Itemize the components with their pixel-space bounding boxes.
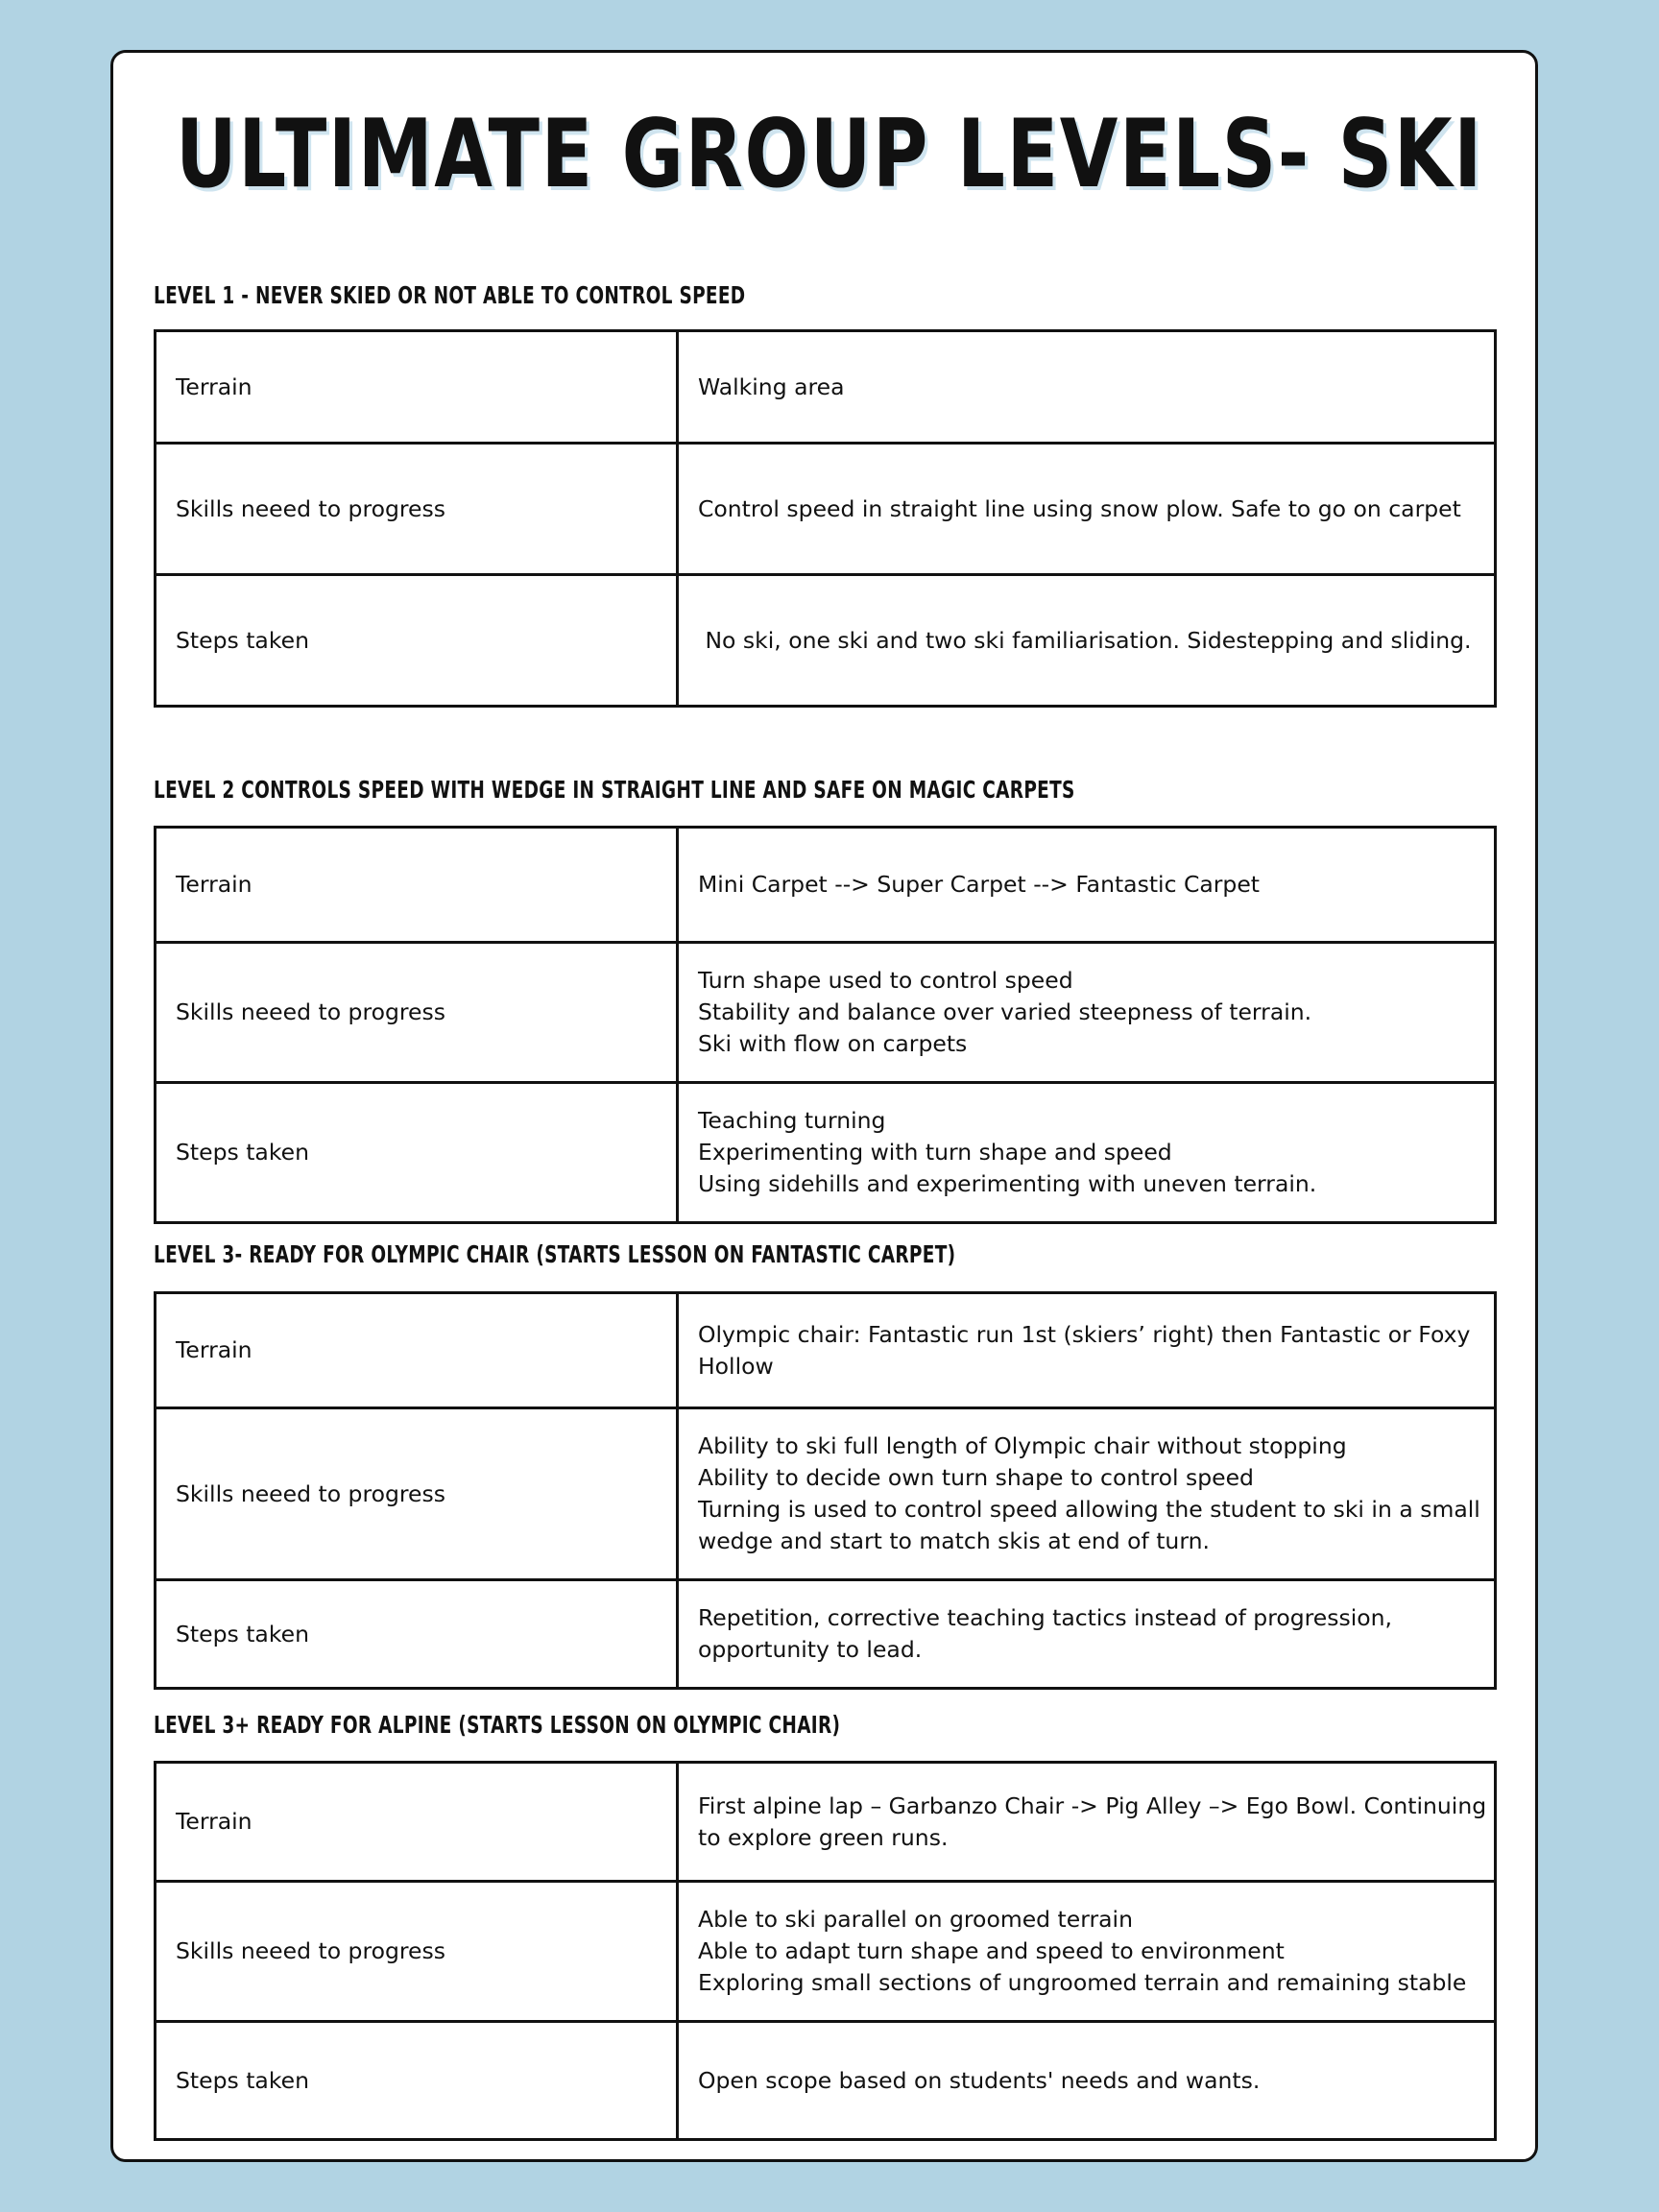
level-3-heading: LEVEL 3- READY FOR OLYMPIC CHAIR (STARTS LESSON ON FANTASTIC CARPET) [154, 1240, 956, 1268]
table-row [156, 2022, 1496, 2140]
level-1-heading: LEVEL 1 - NEVER SKIED OR NOT ABLE TO CONTROL SPEED [154, 281, 746, 309]
row-value-line: Repetition, corrective teaching tactics instead of progression, [698, 1604, 1393, 1631]
row-value [678, 828, 1496, 943]
row-value-line: Experimenting with turn shape and speed [698, 1139, 1172, 1166]
row-value-line: opportunity to lead. [698, 1636, 923, 1663]
row-value-line: Walking area [698, 373, 845, 400]
level-2-heading: LEVEL 2 CONTROLS SPEED WITH WEDGE IN STRAIGHT LINE AND SAFE ON MAGIC CARPETS [154, 776, 1075, 804]
level-2-table [154, 826, 1497, 1224]
table-row [156, 575, 1496, 707]
row-value-line: Control speed in straight line using snow plow. Safe to go on carpet [698, 494, 1461, 522]
row-value [678, 1408, 1496, 1580]
level-3-plus-heading: LEVEL 3+ READY FOR ALPINE (STARTS LESSON ON OLYMPIC CHAIR) [154, 1711, 841, 1739]
row-value [678, 1763, 1496, 1882]
row-value-line: First alpine lap – Garbanzo Chair -> Pig Alley –> Ego Bowl. Continuing [698, 1791, 1487, 1819]
row-value [678, 1293, 1496, 1408]
row-value-line: Mini Carpet --> Super Carpet --> Fantastic Carpet [698, 871, 1261, 898]
row-label: Skills neeed to progress [156, 1882, 678, 2022]
row-label: Steps taken [156, 1083, 678, 1223]
row-value-line: Olympic chair: Fantastic run 1st (skiers’ right) then Fantastic or Foxy [698, 1320, 1471, 1348]
row-value-line: Exploring small sections of ungroomed terrain and remaining stable [698, 1969, 1467, 1996]
row-value-line: Open scope based on students' needs and wants. [698, 2066, 1261, 2094]
row-value-line: to explore green runs. [698, 1823, 949, 1851]
table-row [156, 943, 1496, 1083]
row-label: Skills neeed to progress [156, 943, 678, 1083]
table-row [156, 331, 1496, 444]
row-label: Terrain [156, 1293, 678, 1408]
table-row [156, 1083, 1496, 1223]
row-value-line: Using sidehills and experimenting with uneven terrain. [698, 1170, 1317, 1197]
table-row [156, 1408, 1496, 1580]
row-label: Skills neeed to progress [156, 444, 678, 575]
row-label: Steps taken [156, 575, 678, 707]
row-label: Skills neeed to progress [156, 1408, 678, 1580]
row-label: Terrain [156, 1763, 678, 1882]
row-value [678, 444, 1496, 575]
row-label: Terrain [156, 331, 678, 444]
row-value-line: Able to adapt turn shape and speed to environment [698, 1937, 1285, 1964]
row-value [678, 575, 1496, 707]
row-value-line: Ski with flow on carpets [698, 1030, 968, 1057]
page-title: ULTIMATE GROUP LEVELS- SKI [175, 100, 1483, 209]
row-value-line: Able to ski parallel on groomed terrain [698, 1906, 1133, 1933]
row-value [678, 1580, 1496, 1689]
row-value-line: Teaching turning [698, 1107, 886, 1134]
row-label: Steps taken [156, 2022, 678, 2140]
row-value [678, 943, 1496, 1083]
level-3-plus-table [154, 1761, 1497, 2141]
row-value-line: Hollow [698, 1352, 774, 1380]
table-row [156, 828, 1496, 943]
row-value-line: Ability to ski full length of Olympic chair without stopping [698, 1432, 1347, 1459]
table-row [156, 1882, 1496, 2022]
row-value-line: wedge and start to match skis at end of turn. [698, 1527, 1210, 1554]
row-value-line: No ski, one ski and two ski familiarisation. Sidestepping and sliding. [698, 626, 1472, 654]
table-row [156, 1580, 1496, 1689]
row-label: Steps taken [156, 1580, 678, 1689]
row-value-line: Ability to decide own turn shape to control speed [698, 1464, 1254, 1491]
row-value-line: Turning is used to control speed allowing the student to ski in a small [698, 1496, 1480, 1523]
row-value-line: Stability and balance over varied steepness of terrain. [698, 998, 1312, 1025]
table-row [156, 1293, 1496, 1408]
row-value-line: Turn shape used to control speed [698, 967, 1073, 994]
level-3-table [154, 1291, 1497, 1690]
row-value [678, 331, 1496, 444]
row-label: Terrain [156, 828, 678, 943]
row-value [678, 1882, 1496, 2022]
row-value [678, 1083, 1496, 1223]
table-row [156, 444, 1496, 575]
level-1-table [154, 329, 1497, 708]
table-row [156, 1763, 1496, 1882]
row-value [678, 2022, 1496, 2140]
